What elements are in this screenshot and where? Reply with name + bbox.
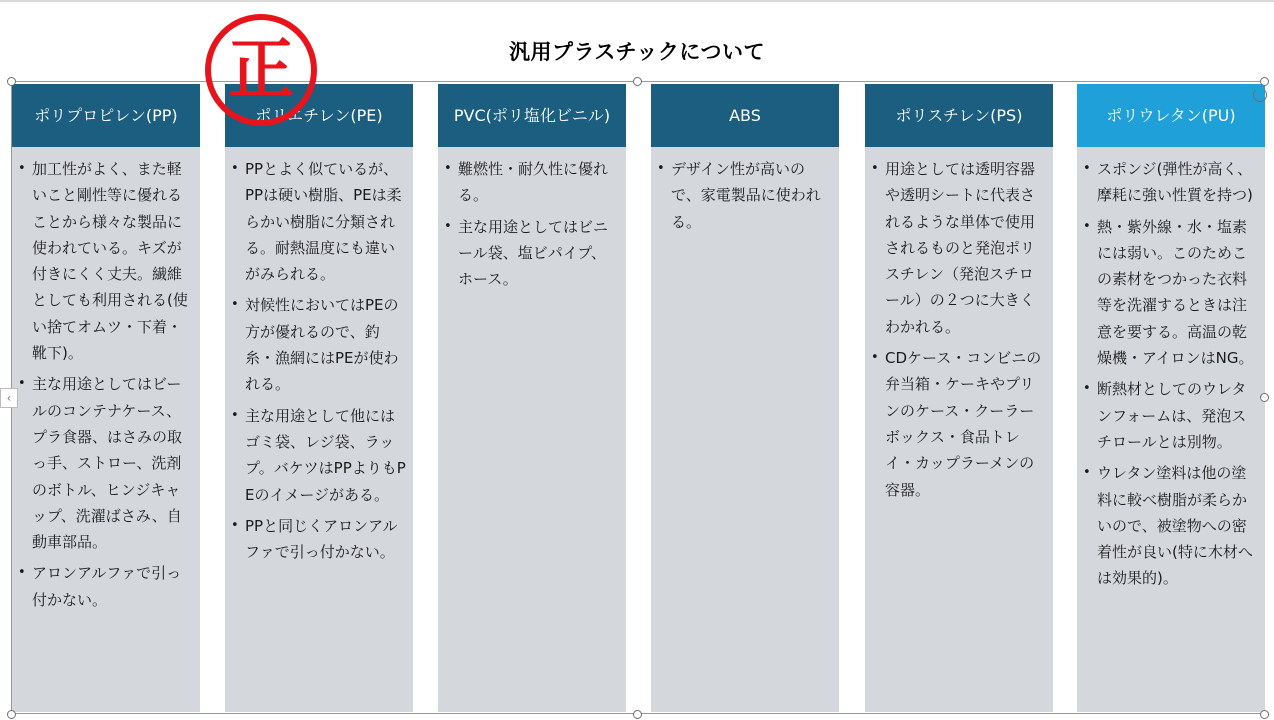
bullet-text: デザイン性が高いので、家電製品に使われる。	[671, 160, 821, 231]
column-pu[interactable]	[1077, 84, 1265, 712]
bullet-dot-icon: •	[1083, 161, 1091, 176]
bullet-dot-icon: •	[444, 218, 452, 234]
approval-stamp: 正	[205, 14, 317, 126]
chevron-left-icon[interactable]: ‹	[0, 388, 18, 408]
resize-handle-top-left[interactable]	[7, 77, 16, 86]
bullet-item	[18, 560, 194, 613]
bullet-item	[1083, 156, 1259, 209]
bullet-dot-icon: •	[231, 407, 239, 423]
column-header: ABS	[651, 84, 839, 147]
column-header: ポリウレタン(PU)	[1077, 84, 1265, 147]
page-title: 汎用プラスチックについて	[509, 40, 765, 64]
resize-handle-top-right[interactable]	[1260, 77, 1269, 86]
bullet-item	[1083, 214, 1259, 372]
bullet-text: 主な用途として他にはゴミ袋、レジ袋、ラップ。バケツはPPよりもPEのイメージがある。	[245, 406, 406, 504]
top-border	[0, 0, 1274, 2]
column-header: ポリスチレン(PS)	[865, 84, 1053, 147]
column-pp[interactable]	[12, 84, 200, 712]
bullet-dot-icon: •	[231, 297, 239, 313]
bullet-item	[871, 156, 1047, 340]
column-pe[interactable]	[225, 84, 413, 712]
column-body	[865, 147, 1053, 503]
resize-handle-right-center[interactable]	[1260, 393, 1269, 402]
bullet-text: ウレタン塗料は他の塗料に較べ樹脂が柔らかいので、被塗物への密着性が良い(特に木材へは効果的)。	[1097, 464, 1253, 588]
bullet-dot-icon: •	[231, 161, 239, 176]
column-body	[12, 147, 200, 613]
bullet-dot-icon: •	[657, 161, 665, 176]
bullet-item	[444, 214, 620, 293]
bullet-text: PPとよく似ているが、PPは硬い樹脂、PEは柔らかい樹脂に分類される。耐熱温度にも違いがみられる。	[245, 160, 402, 284]
bullet-dot-icon: •	[1083, 381, 1091, 397]
resize-handle-bottom-left[interactable]	[7, 710, 16, 719]
bullet-item	[1083, 460, 1259, 591]
column-header: ポリプロピレン(PP)	[12, 84, 200, 147]
rotate-handle-icon[interactable]	[1253, 88, 1267, 102]
bullet-text: 加工性がよく、また軽いこと剛性等に優れることから様々な製品に使われている。キズが付きにくく丈夫。繊維としても利用される(使い捨てオムツ・下着・靴下)。	[32, 160, 188, 363]
column-header: PVC(ポリ塩化ビニル)	[438, 84, 626, 147]
column-pvc[interactable]	[438, 84, 626, 712]
bullet-dot-icon: •	[18, 376, 26, 392]
bullet-dot-icon: •	[444, 161, 452, 176]
bullet-text: 主な用途としてはビニール袋、塩ビパイプ、ホース。	[458, 217, 609, 289]
bullet-dot-icon: •	[871, 161, 879, 176]
column-body	[225, 147, 413, 565]
bullet-text: アロンアルファで引っ付かない。	[32, 564, 182, 609]
bullet-text: 対候性においてはPEの方が優れるので、釣糸・漁網にはPEが使われる。	[245, 296, 399, 394]
bullet-item	[444, 156, 620, 209]
bullet-dot-icon: •	[1083, 465, 1091, 481]
bullet-item	[231, 403, 407, 508]
bullet-item	[231, 513, 407, 566]
bullet-item	[18, 156, 194, 366]
bullet-text: 難燃性・耐久性に優れる。	[458, 160, 609, 205]
bullet-dot-icon: •	[18, 161, 26, 176]
bullet-text: 主な用途としてはビールのコンテナケース、プラ食器、はさみの取っ手、ストロー、洗剤のボトル、ヒンジキャップ、洗濯ばさみ、自動車部品。	[32, 375, 183, 552]
resize-handle-bottom-center[interactable]	[633, 710, 642, 719]
bullet-item	[1083, 376, 1259, 455]
bullet-item	[18, 371, 194, 555]
bullet-item	[231, 156, 407, 287]
bullet-text: 用途としては透明容器や透明シートに代表されるような単体で使用されるものと発泡ポリスチレン（発泡スチロール）の２つに大きくわかれる。	[885, 160, 1036, 336]
resize-handle-bottom-right[interactable]	[1260, 710, 1269, 719]
bullet-text: 熱・紫外線・水・塩素には弱い。このためこの素材をつかった衣料等を洗濯するときは注意を要する。高温の乾燥機・アイロンはNG。	[1097, 217, 1254, 368]
column-header: ポリエチレン(PE)	[225, 84, 413, 147]
bullet-text: CDケース・コンビニの弁当箱・ケーキやプリンのケース・クーラーボックス・食品トレイ・カップラーメンの容器。	[885, 349, 1042, 499]
column-body	[651, 147, 839, 235]
bullet-text: 断熱材としてのウレタンフォームは、発泡スチロールとは別物。	[1097, 380, 1247, 451]
column-body	[1077, 147, 1265, 592]
bullet-dot-icon: •	[1083, 218, 1091, 234]
bullet-item	[871, 345, 1047, 503]
bullet-dot-icon: •	[18, 565, 26, 581]
bullet-dot-icon: •	[231, 517, 239, 533]
bullet-item	[657, 156, 833, 235]
bullet-dot-icon: •	[871, 350, 879, 366]
column-body	[438, 147, 626, 292]
column-ps[interactable]	[865, 84, 1053, 712]
bullet-item	[231, 292, 407, 397]
bullet-text: スポンジ(弾性が高く、摩耗に強い性質を持つ)	[1097, 160, 1253, 205]
column-abs[interactable]	[651, 84, 839, 712]
bullet-text: PPと同じくアロンアルファで引っ付かない。	[245, 516, 398, 562]
resize-handle-top-center[interactable]	[633, 77, 642, 86]
